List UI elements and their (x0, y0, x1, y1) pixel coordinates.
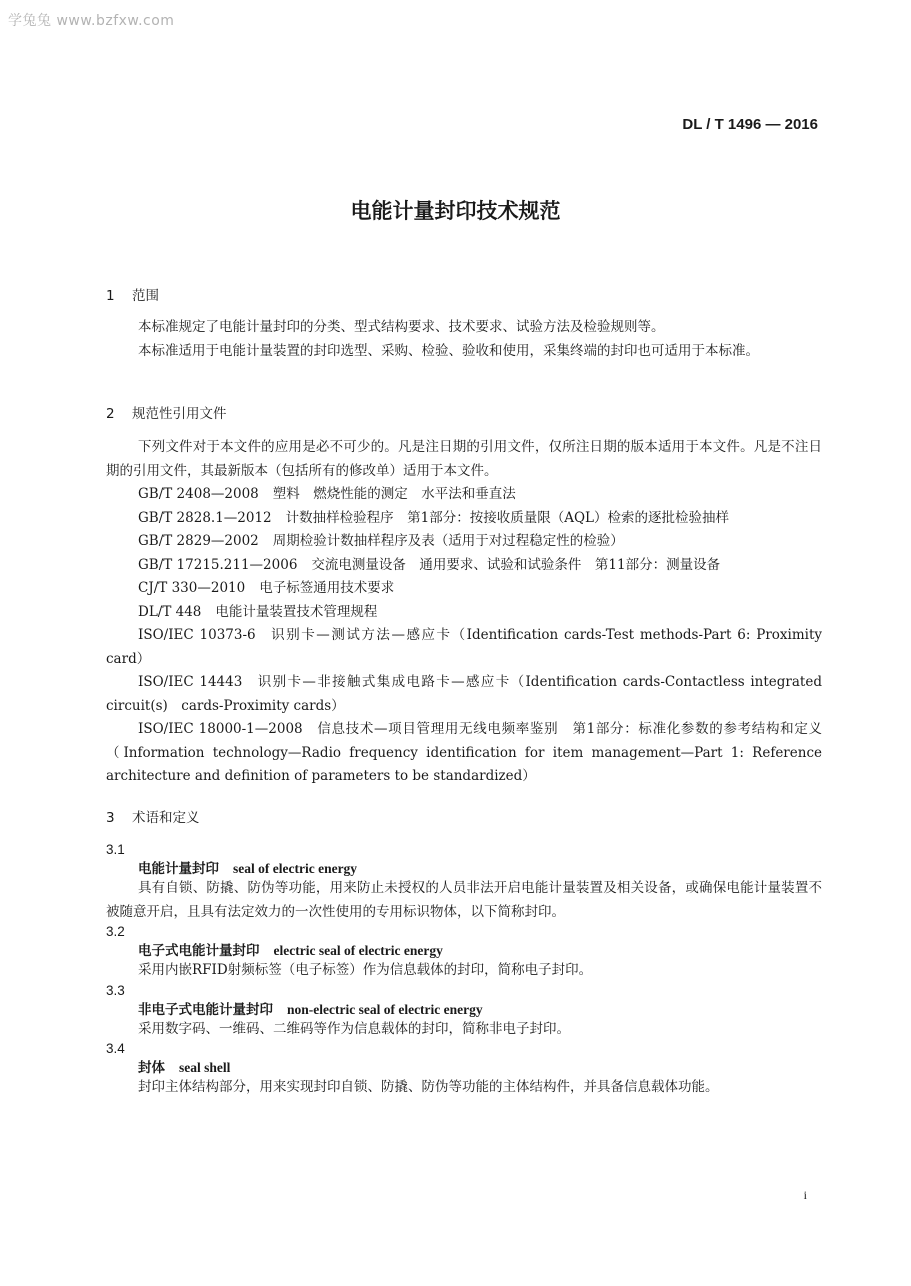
reference-title: 信息技术—项目管理用无线电频率鉴别 第1部分：标准化参数的参考结构和定义（Information technology—Radio frequency identification for item management—Part 1: Reference architecture and definition of parameters to be standardized） (106, 721, 822, 784)
reference-item (106, 671, 822, 718)
reference-title: 识别卡—测试方法—感应卡（Identification cards-Test methods-Part 6: Proximity card） (106, 627, 822, 667)
reference-code: ISO/IEC 10373-6 (138, 627, 256, 643)
term-name-zh: 非电子式电能计量封印 (138, 1001, 273, 1018)
section-heading (106, 402, 822, 422)
section-title: 术语和定义 (132, 810, 200, 826)
reference-title: 电能计量装置技术管理规程 (215, 603, 378, 620)
section-2 (106, 402, 822, 422)
paragraph: 本标准适用于电能计量装置的封印选型、采购、检验、验收和使用，采集终端的封印也可适用于本标准。 (138, 342, 759, 359)
reference-code: GB/T 2828.1—2012 (138, 509, 272, 526)
term-name (106, 857, 822, 877)
reference-item (106, 601, 822, 625)
reference-code: DL/T 448 (138, 603, 202, 620)
term-definition: 封印主体结构部分，用来实现封印自锁、防撬、防伪等功能的主体结构件，并具备信息载体功能。 (138, 1079, 719, 1095)
reference-title: 计数抽样检验程序 第1部分：按接收质量限（AQL）检索的逐批检验抽样 (285, 509, 730, 526)
term-number: 3.2 (106, 924, 125, 939)
reference-title: 塑料 燃烧性能的测定 水平法和垂直法 (272, 486, 516, 502)
term-entry (106, 842, 822, 924)
term-definition: 采用数字码、一维码、二维码等作为信息载体的封印，简称非电子封印。 (138, 1020, 570, 1037)
term-definition: 采用内嵌RFID射频标签（电子标签）作为信息载体的封印，简称电子封印。 (138, 962, 593, 978)
term-name-zh: 封体 (138, 1060, 165, 1076)
term-number: 3.3 (106, 982, 125, 998)
paragraph: 本标准规定了电能计量封印的分类、型式结构要求、技术要求、试验方法及检验规则等。 (138, 319, 665, 335)
document-number: DL / T 1496 — 2016 (682, 116, 818, 133)
watermark: 学兔兔 www.bzfxw.com (8, 13, 175, 29)
reference-code: GB/T 2829—2002 (138, 533, 259, 549)
section-3 (106, 806, 822, 826)
page-number: i (803, 1188, 807, 1202)
reference-item (106, 483, 822, 507)
term-name-en: non-electric seal of electric energy (287, 1001, 483, 1017)
section-heading (106, 806, 822, 826)
reference-item (106, 530, 822, 554)
paragraph: 下列文件对于本文件的应用是必不可少的。凡是注日期的引用文件，仅所注日期的版本适用于本文件。凡是不注日期的引用文件，其最新版本（包括所有的修改单）适用于本文件。 (106, 439, 822, 479)
term-name (106, 939, 822, 959)
term-name-zh: 电子式电能计量封印 (138, 943, 260, 959)
term-entry (106, 1041, 822, 1100)
reference-title: 周期检验计数抽样程序及表（适用于对过程稳定性的检验） (272, 533, 624, 549)
reference-item (106, 624, 822, 671)
term-name-en: seal of electric energy (233, 861, 358, 876)
reference-item (106, 718, 822, 789)
term-number: 3.4 (106, 1041, 125, 1056)
reference-item (106, 577, 822, 601)
document-title: 电能计量封印技术规范 (350, 199, 561, 223)
section-title: 范围 (132, 288, 159, 304)
reference-title: 电子标签通用技术要求 (259, 580, 395, 596)
reference-title: 交流电测量设备 通用要求、试验和试验条件 第11部分：测量设备 (311, 556, 721, 573)
section-2-body (106, 436, 822, 789)
section-1 (106, 284, 822, 304)
term-name-zh: 电能计量封印 (138, 861, 219, 877)
reference-code: GB/T 17215.211—2006 (138, 556, 298, 573)
reference-item (106, 507, 822, 531)
section-number: 3 (106, 810, 115, 826)
term-entry (106, 983, 822, 1042)
section-3-body (106, 842, 822, 1100)
reference-code: CJ/T 330—2010 (138, 580, 246, 596)
section-title: 规范性引用文件 (132, 406, 227, 422)
term-name (106, 998, 822, 1018)
section-number: 2 (106, 406, 115, 422)
section-number: 1 (106, 288, 115, 304)
reference-item (106, 554, 822, 578)
section-1-body (106, 316, 822, 363)
section-heading (106, 284, 822, 304)
reference-title: 识别卡—非接触式集成电路卡—感应卡（Identification cards-Contactless integrated circuit(s) cards-Proximity cards） (106, 674, 822, 714)
term-name-en: electric seal of electric energy (273, 943, 443, 958)
term-number: 3.1 (106, 842, 125, 857)
term-entry (106, 924, 822, 983)
term-name (106, 1056, 822, 1076)
term-definition: 具有自锁、防撬、防伪等功能，用来防止未授权的人员非法开启电能计量装置及相关设备，或确保电能计量装置不被随意开启，且具有法定效力的一次性使用的专用标识物体，以下简称封印。 (106, 880, 822, 920)
reference-code: ISO/IEC 18000-1—2008 (138, 721, 303, 737)
term-name-en: seal shell (179, 1060, 231, 1075)
reference-code: ISO/IEC 14443 (138, 674, 243, 690)
reference-code: GB/T 2408—2008 (138, 486, 259, 502)
